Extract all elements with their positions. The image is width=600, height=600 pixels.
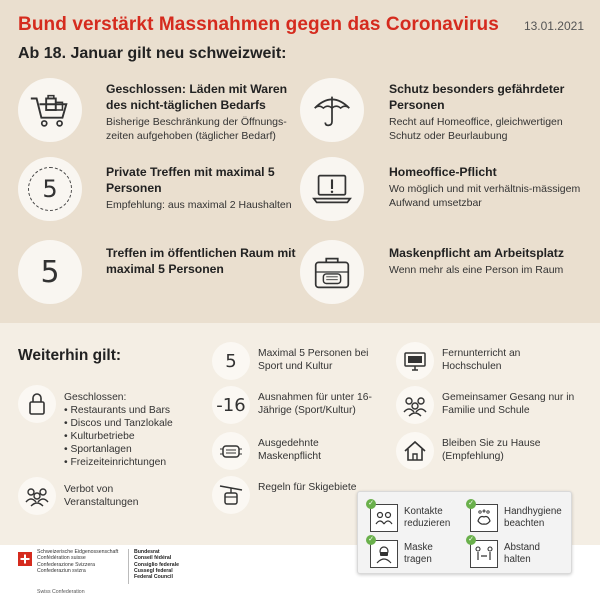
laptop-circle xyxy=(300,157,364,221)
closed-item: • Kulturbetriebe xyxy=(64,430,214,443)
shopping-cart-icon xyxy=(27,87,73,133)
handwash-icon xyxy=(473,507,495,529)
card-label: Maske tragen xyxy=(404,542,433,565)
lock-circle xyxy=(18,385,56,423)
max-persons-number: 5 xyxy=(42,175,58,203)
youth-number: -16 xyxy=(216,394,246,416)
card-label: Kontakte reduzieren xyxy=(404,506,451,529)
date-label: 13.01.2021 xyxy=(523,19,584,33)
events-ban: Verbot von Veranstaltungen xyxy=(64,484,139,508)
distance-icon xyxy=(473,543,495,565)
measure-heading: Treffen im öffentlichen Raum mit maximal 5 Personen xyxy=(106,246,296,276)
contacts-icon xyxy=(373,507,395,529)
monitor-icon xyxy=(401,347,429,375)
singing-circle xyxy=(396,386,434,424)
ski-rule: Regeln für Skigebiete xyxy=(258,482,357,493)
singing-rule: Gemeinsamer Gesang nur in Familie und Schule xyxy=(442,392,575,416)
face-mask-icon xyxy=(217,437,245,465)
measure-shops xyxy=(106,81,296,143)
measure-heading: Private Treffen mit maximal 5 Personen xyxy=(106,165,275,195)
card-item-distance xyxy=(470,538,570,572)
briefcase-circle xyxy=(300,240,364,304)
continued-title: Weiterhin gilt: xyxy=(18,347,122,364)
crowd-circle xyxy=(18,477,56,515)
measure-heading: Schutz besonders gefährdeter Personen xyxy=(389,82,565,112)
card-icon-box xyxy=(470,504,498,532)
remote-circle xyxy=(396,342,434,380)
closed-heading: Geschlossen: xyxy=(64,392,127,403)
section-subtitle: Ab 18. Januar gilt neu schweizweit: xyxy=(18,45,287,62)
sport-circle xyxy=(212,342,250,380)
group-icon xyxy=(401,391,429,419)
federal-council-text: Bundesrat Conseil fédéral Consiglio federale Cussegl federal Federal Council xyxy=(134,549,179,581)
measure-private-meetings xyxy=(106,164,296,213)
card-label: Handhygiene beachten xyxy=(504,506,562,529)
measure-heading: Geschlossen: Läden mit Waren des nicht-täglichen Bedarfs xyxy=(106,82,288,112)
measure-public-meetings xyxy=(106,245,296,277)
card-item-contacts xyxy=(370,502,470,536)
umbrella-icon xyxy=(309,87,355,133)
closed-item: • Freizeiteinrichtungen xyxy=(64,456,214,469)
card-item-mask xyxy=(370,538,470,572)
card-icon-box xyxy=(370,540,398,568)
federal-administration-text: Schweizerische Eidgenossenschaft Confédération suisse Confederazione Svizzera Confederaziun svizra xyxy=(37,549,119,574)
page-title: Bund verstärkt Massnahmen gegen das Coronavirus xyxy=(18,14,499,35)
umbrella-circle xyxy=(300,78,364,142)
lock-icon xyxy=(23,390,51,418)
home-circle xyxy=(396,432,434,470)
laptop-warning-icon xyxy=(309,166,355,212)
measure-risk-groups xyxy=(389,81,589,143)
hygiene-card xyxy=(357,491,572,574)
mask-icon xyxy=(373,543,395,565)
measure-heading: Maskenpflicht am Arbeitsplatz xyxy=(389,246,564,260)
youth-circle xyxy=(212,386,250,424)
footer-divider xyxy=(128,549,129,584)
measure-detail: Recht auf Homeoffice, gleichwertigen Schutz oder Beurlaubung xyxy=(389,116,563,142)
measure-mask-workplace xyxy=(389,245,589,278)
measure-heading: Homeoffice-Pflicht xyxy=(389,165,497,179)
briefcase-mask-icon xyxy=(309,249,355,295)
closed-list xyxy=(64,391,214,469)
youth-exception: Ausnahmen für unter 16-Jährige (Sport/Kultur) xyxy=(258,392,372,416)
card-icon-box xyxy=(370,504,398,532)
mask-rule: Ausgedehnte Maskenpflicht xyxy=(258,438,321,462)
stay-home-rule: Bleiben Sie zu Hause (Empfehlung) xyxy=(442,438,541,462)
card-item-handwash xyxy=(470,502,570,536)
shopping-cart-circle xyxy=(18,78,82,142)
measure-detail: Bisherige Beschränkung der Öffnungs-zeiten aufgehoben (täglicher Bedarf) xyxy=(106,116,287,142)
measure-detail: Empfehlung: aus maximal 2 Haushalten xyxy=(106,199,292,211)
gondola-icon xyxy=(217,481,245,509)
check-icon: ✓ xyxy=(366,535,376,545)
check-icon: ✓ xyxy=(366,499,376,509)
sport-number: 5 xyxy=(225,350,237,372)
crowd-icon xyxy=(23,482,51,510)
private-meetings-circle xyxy=(18,157,82,221)
dashed-ring-icon xyxy=(28,167,72,211)
closed-item: • Sportanlagen xyxy=(64,443,214,456)
closed-item: • Restaurants und Bars xyxy=(64,404,214,417)
measure-detail: Wo möglich und mit verhältnis-mässigem Aufwand umsetzbar xyxy=(389,183,581,209)
swiss-confederation-text: Swiss Confederation xyxy=(37,589,85,595)
sport-rule: Maximal 5 Personen bei Sport und Kultur xyxy=(258,348,369,372)
card-icon-box xyxy=(470,540,498,568)
max-persons-number: 5 xyxy=(40,254,60,290)
check-icon: ✓ xyxy=(466,535,476,545)
measure-detail: Wenn mehr als eine Person im Raum xyxy=(389,264,564,276)
public-meetings-circle xyxy=(18,240,82,304)
mask-circle xyxy=(212,432,250,470)
house-icon xyxy=(401,437,429,465)
closed-item: • Discos und Tanzlokale xyxy=(64,417,214,430)
swiss-cross-logo xyxy=(18,552,32,566)
measure-homeoffice xyxy=(389,164,589,210)
card-label: Abstand halten xyxy=(504,542,540,565)
remote-learning: Fernunterricht an Hochschulen xyxy=(442,348,521,372)
check-icon: ✓ xyxy=(466,499,476,509)
ski-circle xyxy=(212,476,250,514)
